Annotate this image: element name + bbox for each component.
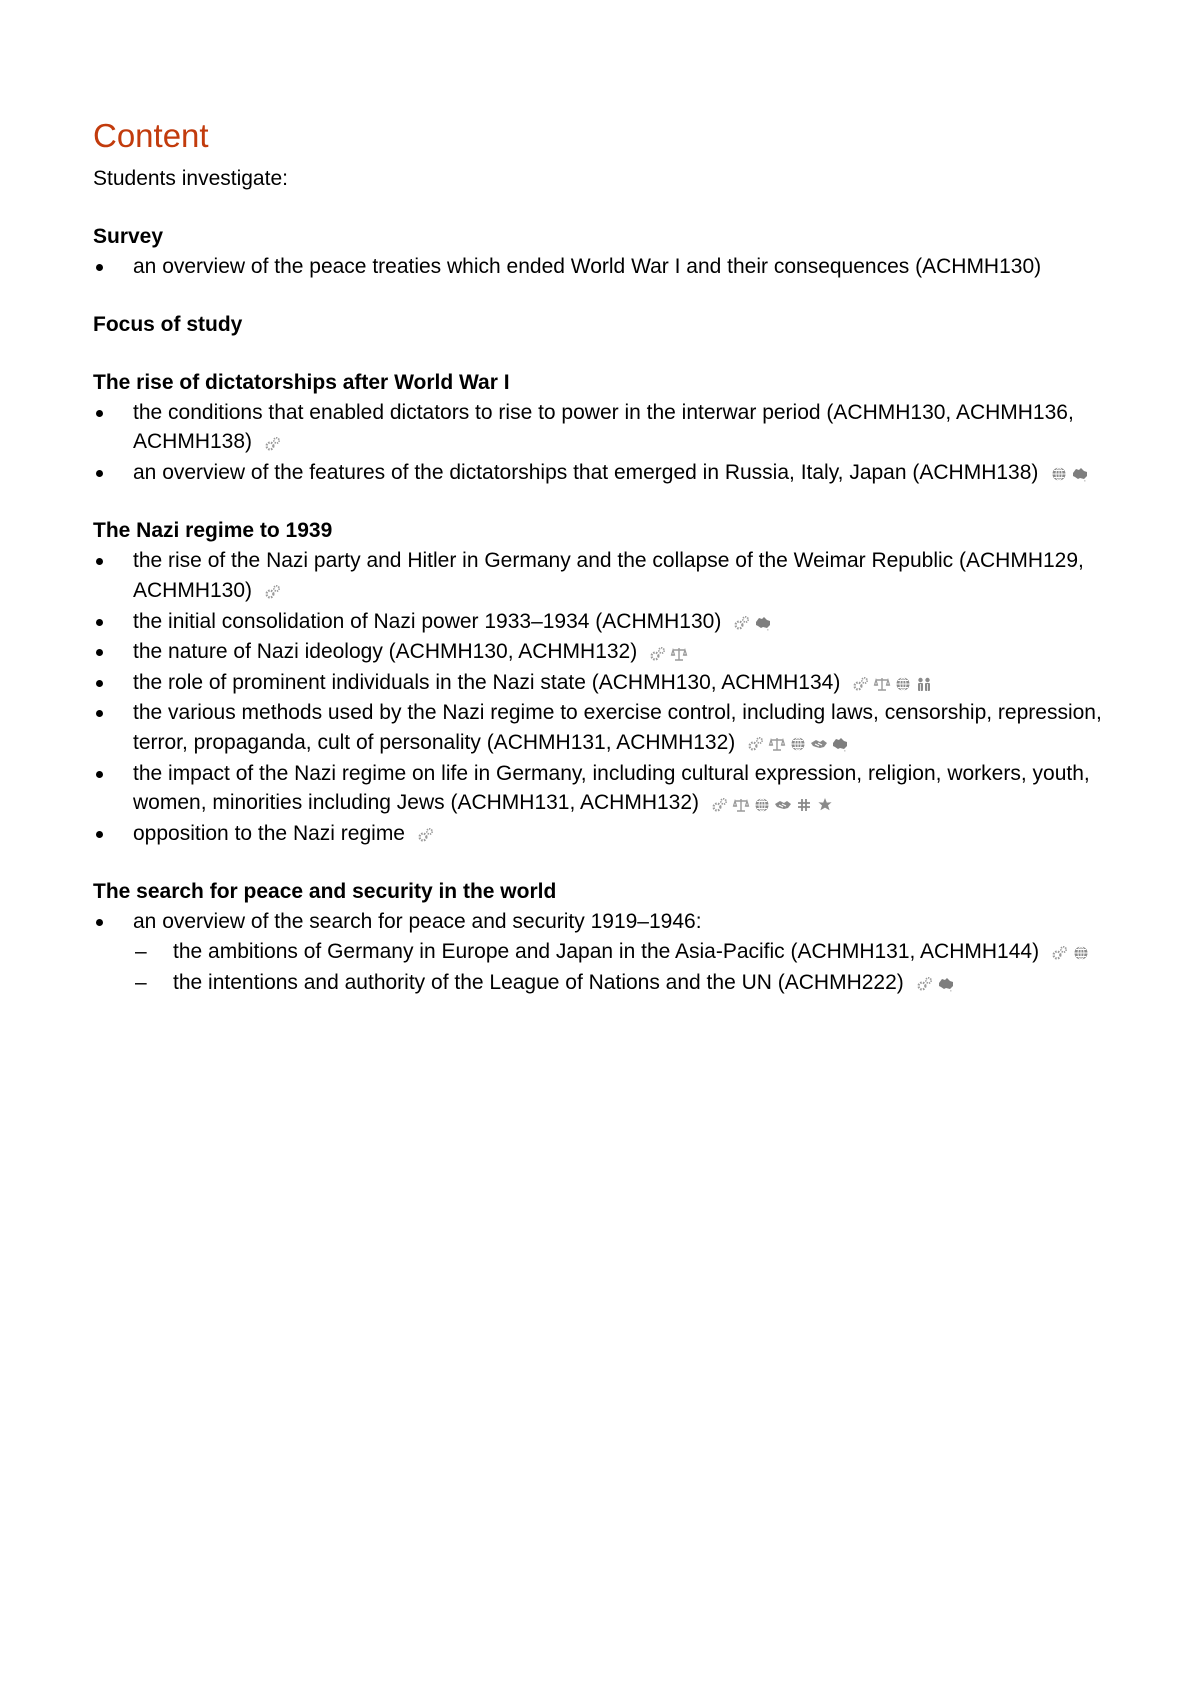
gears-icon (649, 646, 667, 662)
curriculum-icons (1051, 938, 1093, 968)
peace-section (93, 877, 1113, 998)
survey-list (93, 252, 1113, 282)
curriculum-icons (711, 789, 837, 819)
star-icon (816, 797, 834, 813)
list-item (93, 907, 1113, 998)
item-text: the various methods used by the Nazi regime to exercise control, including laws, censorship, repression, terror, propaganda, cult of personality (ACHMH131, ACHMH132) (133, 701, 1102, 754)
item-text: an overview of the features of the dictatorships that emerged in Russia, Italy, Japan (ACHMH138) (133, 460, 1039, 484)
list-item (93, 398, 1113, 458)
dictatorships-section (93, 368, 1113, 489)
gears-icon (264, 584, 282, 600)
peace-list (93, 907, 1113, 998)
globe-icon (894, 676, 912, 692)
item-text: the role of prominent individuals in the Nazi state (ACHMH130, ACHMH134) (133, 670, 841, 694)
handshake-icon (774, 797, 792, 813)
section-heading: The search for peace and security in the world (93, 880, 557, 904)
curriculum-icons (733, 608, 775, 638)
curriculum-icons (916, 969, 958, 999)
globe-icon (1072, 945, 1090, 961)
cross-hatch-icon (795, 797, 813, 813)
sub-list (133, 937, 1113, 998)
gears-icon (733, 615, 751, 631)
nazi-section (93, 516, 1113, 849)
curriculum-icons (264, 577, 285, 607)
list-item (93, 698, 1113, 758)
item-text: an overview of the peace treaties which ended World War I and their consequences (ACHMH130) (133, 255, 1042, 278)
list-item (93, 252, 1113, 282)
list-item (93, 458, 1113, 489)
curriculum-icons (417, 820, 438, 850)
people-icon (915, 676, 933, 692)
item-text: the impact of the Nazi regime on life in Germany, including cultural expression, religion, workers, youth, women, minorities including Jews (ACHMH131, ACHMH132) (133, 761, 1090, 815)
gears-icon (852, 676, 870, 692)
survey-section (93, 222, 1113, 282)
focus-section (93, 310, 1113, 340)
curriculum-icons (649, 638, 691, 668)
section-heading: The Nazi regime to 1939 (93, 519, 333, 543)
gears-icon (747, 736, 765, 752)
item-text: the nature of Nazi ideology (ACHMH130, ACHMH132) (133, 640, 638, 664)
gears-icon (1051, 945, 1069, 961)
dictatorships-list (93, 398, 1113, 489)
item-text: the conditions that enabled dictators to rise to power in the interwar period (ACHMH130, ACHMH136, ACHMH138) (133, 400, 1074, 454)
globe-icon (1050, 466, 1068, 482)
handshake-icon (810, 736, 828, 752)
australia-map-icon (754, 615, 772, 631)
item-text: opposition to the Nazi regime (133, 821, 405, 845)
item-text: the ambitions of Germany in Europe and Japan in the Asia-Pacific (ACHMH131, ACHMH144) (173, 939, 1040, 963)
list-item (93, 607, 1113, 638)
scales-icon (873, 676, 891, 692)
page-title: Content (93, 117, 209, 154)
curriculum-icons (852, 669, 936, 699)
australia-map-icon (831, 736, 849, 752)
gears-icon (711, 797, 729, 813)
item-text: the intentions and authority of the League of Nations and the UN (ACHMH222) (173, 970, 904, 994)
sub-list-item (133, 937, 1113, 968)
globe-icon (753, 797, 771, 813)
gears-icon (417, 827, 435, 843)
australia-map-icon (937, 976, 955, 992)
list-item (93, 637, 1113, 668)
section-heading: The rise of dictatorships after World War I (93, 370, 510, 394)
section-heading: Focus of study (93, 312, 243, 336)
scales-icon (768, 736, 786, 752)
scales-icon (670, 646, 688, 662)
item-text: the rise of the Nazi party and Hitler in Germany and the collapse of the Weimar Republic (ACHMH129, ACHMH130) (133, 549, 1084, 602)
sub-list-item (133, 968, 1113, 999)
gears-icon (916, 976, 934, 992)
curriculum-icons (264, 428, 285, 458)
scales-icon (732, 797, 750, 813)
curriculum-icons (747, 729, 852, 759)
curriculum-icons (1050, 459, 1092, 489)
list-item (93, 668, 1113, 699)
content-body (93, 116, 1113, 998)
globe-icon (789, 736, 807, 752)
item-text: an overview of the search for peace and security 1919–1946: (133, 910, 702, 934)
section-heading: Survey (93, 225, 164, 248)
list-item (93, 759, 1113, 819)
list-item (93, 819, 1113, 850)
gears-icon (264, 436, 282, 452)
nazi-list (93, 546, 1113, 849)
list-item (93, 546, 1113, 606)
item-text: the initial consolidation of Nazi power 1933–1934 (ACHMH130) (133, 609, 722, 633)
intro-text: Students investigate: (93, 167, 288, 190)
australia-map-icon (1071, 466, 1089, 482)
